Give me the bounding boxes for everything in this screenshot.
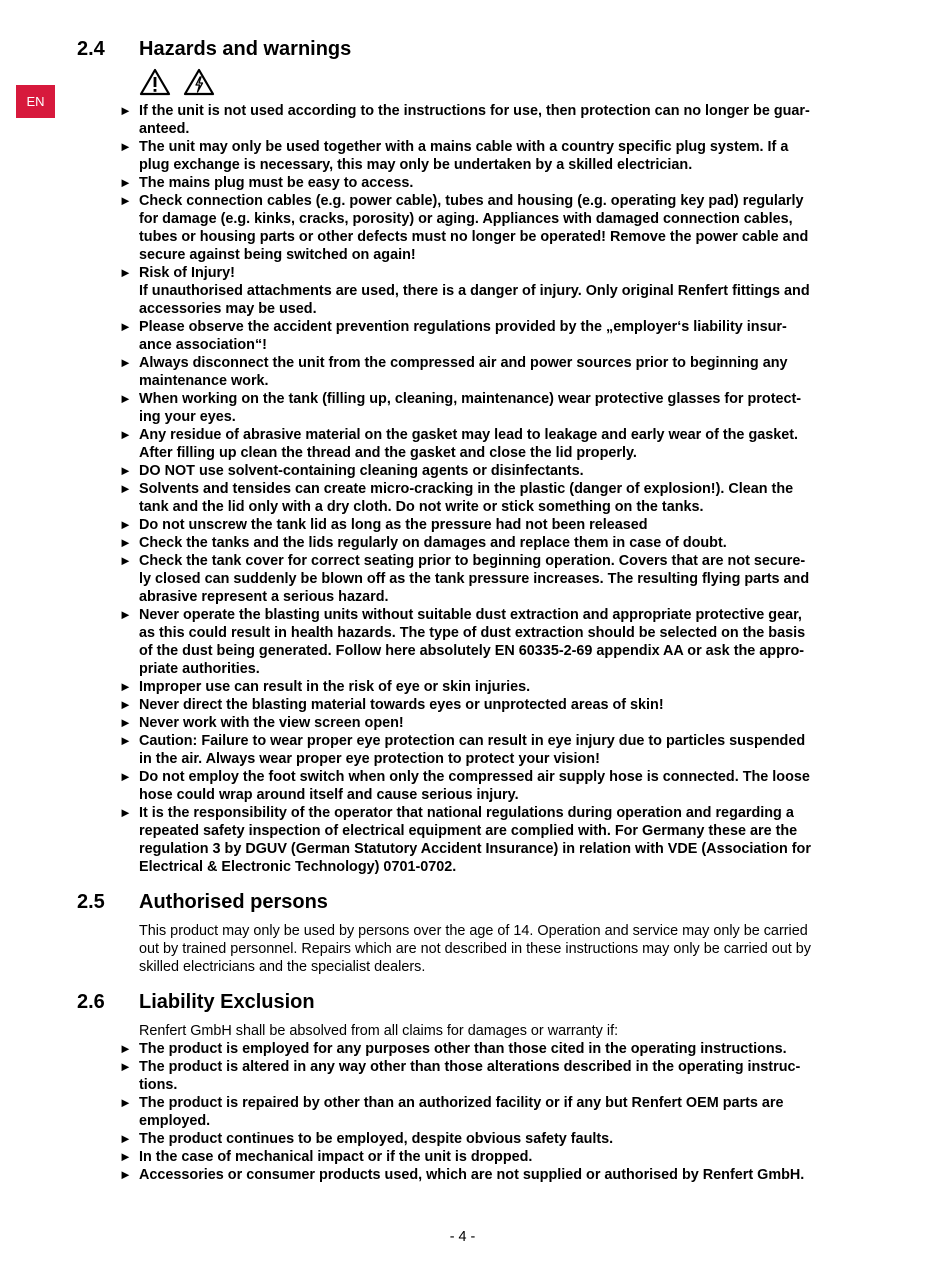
- bullet-arrow-icon: ►: [119, 805, 132, 820]
- list-item: [119, 1040, 843, 1058]
- list-item-text: Check connection cables (e.g. power cable), tubes and housing (e.g. operating key pad) regularly for damage (e.g. kinks, cracks, porosity) or aging. Appliances with damaged connection cables, tubes or housing parts or other defects must no longer be operated! Remove the power cable and secure against being switched on again!: [139, 193, 809, 263]
- bullet-arrow-icon: ►: [119, 427, 132, 442]
- list-item-text: It is the responsibility of the operator that national regulations during operation and regarding a repeated safety inspection of electrical equipment are complied with. For Germany these are the regulation 3 by DGUV (German Statutory Accident Insurance) in relation with VDE (Association for Electrical & Electronic Technology) 0701-0702.: [139, 805, 811, 875]
- list-item-text: The product is altered in any way other than those alterations described in the operating instruc- tions.: [139, 1059, 801, 1093]
- list-item: [119, 1058, 843, 1094]
- bullet-arrow-icon: ►: [119, 553, 132, 568]
- list-item-text: Never operate the blasting units without suitable dust extraction and appropriate protective gear, as this could result in health hazards. The type of dust extraction should be selected on the basis of the dust being generated. Follow here absolutely EN 60335-2-69 appendix AA or ask the appro- priate authorities.: [139, 607, 806, 677]
- list-item-text: Risk of Injury! If unauthorised attachments are used, there is a danger of injury. Only original Renfert fittings and accessories may be used.: [139, 265, 810, 317]
- bullet-arrow-icon: ►: [119, 679, 132, 694]
- list-item-text: Please observe the accident prevention regulations provided by the „employer‘s liability insur- ance association“!: [139, 319, 787, 353]
- list-item: [119, 768, 843, 804]
- bullet-arrow-icon: ►: [119, 517, 132, 532]
- bullet-arrow-icon: ►: [119, 1041, 132, 1056]
- section-number: 2.6: [77, 991, 105, 1013]
- list-item-text: The unit may only be used together with a mains cable with a country specific plug system. If a plug exchange is necessary, this may only be undertaken by a skilled electrician.: [139, 139, 789, 173]
- list-item-text: Accessories or consumer products used, which are not supplied or authorised by Renfert GmbH.: [139, 1167, 805, 1183]
- language-tab: EN: [16, 85, 55, 118]
- list-item: [119, 552, 843, 606]
- bullet-arrow-icon: ►: [119, 319, 132, 334]
- list-item: [119, 696, 843, 714]
- list-item: [119, 192, 843, 264]
- bullet-arrow-icon: ►: [119, 1167, 132, 1182]
- list-item-text: Do not employ the foot switch when only the compressed air supply hose is connected. The loose hose could wrap around itself and cause serious injury.: [139, 769, 810, 803]
- section-title: Hazards and warnings: [139, 38, 352, 60]
- bullet-arrow-icon: ►: [119, 1149, 132, 1164]
- list-item-text: The mains plug must be easy to access.: [139, 175, 414, 191]
- bullet-arrow-icon: ►: [119, 193, 132, 208]
- page-number: - 4 -: [449, 1229, 476, 1245]
- list-item-text: Solvents and tensides can create micro-cracking in the plastic (danger of explosion!). Clean the tank and the lid only with a dry cloth. Do not write or stick something on the tanks.: [139, 481, 794, 515]
- list-item: [119, 462, 843, 480]
- list-item: [119, 174, 843, 192]
- list-item: [119, 1166, 843, 1184]
- electrical-hazard-icon: [183, 68, 215, 96]
- list-item-text: The product continues to be employed, despite obvious safety faults.: [139, 1131, 614, 1147]
- bullet-arrow-icon: ►: [119, 769, 132, 784]
- list-item: [119, 354, 843, 390]
- list-item-text: Do not unscrew the tank lid as long as the pressure had not been released: [139, 517, 648, 533]
- list-item: [119, 426, 843, 462]
- bullet-arrow-icon: ►: [119, 697, 132, 712]
- bullet-arrow-icon: ►: [119, 463, 132, 478]
- section-title: Authorised persons: [139, 891, 328, 913]
- liability-list: [119, 1040, 843, 1184]
- list-item-text: Never work with the view screen open!: [139, 715, 404, 731]
- list-item: [119, 804, 843, 876]
- bullet-arrow-icon: ►: [119, 481, 132, 496]
- list-item: [119, 1094, 843, 1130]
- bullet-arrow-icon: ►: [119, 1059, 132, 1074]
- list-item-text: Any residue of abrasive material on the gasket may lead to leakage and early wear of the gasket. After filling up clean the thread and the gasket and close the lid properly.: [139, 427, 799, 461]
- bullet-arrow-icon: ►: [119, 175, 132, 190]
- bullet-arrow-icon: ►: [119, 733, 132, 748]
- list-item: [119, 1148, 843, 1166]
- list-item: [119, 678, 843, 696]
- bullet-arrow-icon: ►: [119, 1095, 132, 1110]
- list-item-text: Caution: Failure to wear proper eye protection can result in eye injury due to particles suspended in the air. Always wear proper eye protection to protect your vision!: [139, 733, 806, 767]
- hazard-list: [119, 102, 843, 876]
- bullet-arrow-icon: ►: [119, 391, 132, 406]
- list-item: [119, 102, 843, 138]
- list-item-text: Never direct the blasting material towards eyes or unprotected areas of skin!: [139, 697, 664, 713]
- list-item-text: DO NOT use solvent-containing cleaning agents or disinfectants.: [139, 463, 584, 479]
- authorised-persons-text: This product may only be used by persons over the age of 14. Operation and service may only be carried out by trained personnel. Repairs which are not described in these instructions may only be carried out by skilled electricians and the specialist dealers.: [139, 923, 811, 975]
- list-item-text: Check the tanks and the lids regularly on damages and replace them in case of doubt.: [139, 535, 727, 551]
- section-title: Liability Exclusion: [139, 991, 315, 1013]
- list-item: [119, 318, 843, 354]
- list-item-text: Always disconnect the unit from the compressed air and power sources prior to beginning any maintenance work.: [139, 355, 788, 389]
- bullet-arrow-icon: ►: [119, 535, 132, 550]
- bullet-arrow-icon: ►: [119, 355, 132, 370]
- bullet-arrow-icon: ►: [119, 607, 132, 622]
- liability-intro: Renfert GmbH shall be absolved from all claims for damages or warranty if:: [139, 1023, 619, 1039]
- list-item-text: Improper use can result in the risk of eye or skin injuries.: [139, 679, 531, 695]
- bullet-arrow-icon: ►: [119, 103, 132, 118]
- list-item: [119, 264, 843, 318]
- list-item-text: The product is repaired by other than an authorized facility or if any but Renfert OEM parts are employed.: [139, 1095, 784, 1129]
- bullet-arrow-icon: ►: [119, 265, 132, 280]
- list-item: [119, 480, 843, 516]
- bullet-arrow-icon: ►: [119, 139, 132, 154]
- list-item: [119, 1130, 843, 1148]
- list-item: [119, 390, 843, 426]
- bullet-arrow-icon: ►: [119, 1131, 132, 1146]
- hazard-icons: [139, 68, 215, 96]
- list-item: [119, 534, 843, 552]
- list-item: [119, 606, 843, 678]
- list-item: [119, 732, 843, 768]
- section-number: 2.5: [77, 891, 105, 913]
- list-item-text: If the unit is not used according to the instructions for use, then protection can no longer be guar- anteed.: [139, 103, 810, 137]
- list-item-text: Check the tank cover for correct seating prior to beginning operation. Covers that are not secure- ly closed can suddenly be blown off as the tank pressure increases. The resulting flying parts and abrasive represent a serious hazard.: [139, 553, 810, 605]
- list-item: [119, 138, 843, 174]
- warning-triangle-icon: [139, 68, 171, 96]
- bullet-arrow-icon: ►: [119, 715, 132, 730]
- list-item-text: The product is employed for any purposes other than those cited in the operating instructions.: [139, 1041, 787, 1057]
- list-item: [119, 714, 843, 732]
- list-item-text: In the case of mechanical impact or if the unit is dropped.: [139, 1149, 533, 1165]
- list-item: [119, 516, 843, 534]
- section-number: 2.4: [77, 38, 105, 60]
- list-item-text: When working on the tank (filling up, cleaning, maintenance) wear protective glasses for protect- ing your eyes.: [139, 391, 802, 425]
